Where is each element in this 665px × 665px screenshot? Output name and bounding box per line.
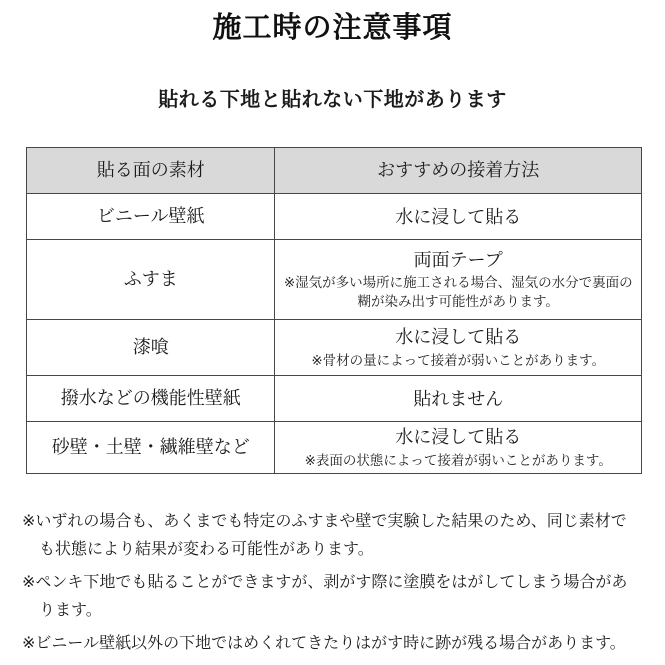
table-row-functional-wallpaper — [27, 376, 642, 422]
method-text: 水に浸して貼る — [395, 427, 522, 448]
footnotes-section — [22, 508, 642, 658]
column-header-method: おすすめの接着方法 — [275, 148, 642, 194]
method-note: ※表面の状態によって接着が弱いことがあります。 — [304, 452, 612, 468]
method-note: ※骨材の量によって接着が弱いことがあります。 — [311, 352, 606, 368]
table-row-fusuma — [27, 240, 642, 320]
method-cell — [275, 422, 642, 474]
method-cell — [275, 376, 642, 422]
footnote-paint-substrate: ※ペンキ下地でも貼ることができますが、剥がす際に塗膜をはがしてしまう場合があります。 — [22, 574, 628, 620]
table-row-sand-wall — [27, 422, 642, 474]
column-header-material: 貼る面の素材 — [27, 148, 275, 194]
method-text: 貼れません — [413, 388, 504, 409]
method-text: 両面テープ — [413, 249, 503, 270]
material-cell: 撥水などの機能性壁紙 — [27, 376, 275, 422]
footnote-general-disclaimer: ※いずれの場合も、あくまでも特定のふすまや壁で実験した結果のため、同じ素材でも状態により結果が変わる可能性があります。 — [22, 513, 627, 559]
method-text: 水に浸して貼る — [395, 327, 522, 348]
document-page — [0, 12, 665, 665]
method-cell — [275, 320, 642, 376]
page-title: 施工時の注意事項 — [212, 12, 453, 44]
method-cell — [275, 194, 642, 240]
table-row-vinyl-wallpaper — [27, 194, 642, 240]
page-subtitle: 貼れる下地と貼れない下地があります — [158, 89, 507, 112]
adhesion-guide-table — [26, 147, 642, 474]
method-text: 水に浸して貼る — [395, 206, 522, 227]
footnote-non-vinyl-substrate: ※ビニール壁紙以外の下地ではめくれてきたりはがす時に跡が残る場合があります。 — [22, 635, 626, 653]
method-cell — [275, 240, 642, 320]
material-cell: ふすま — [27, 240, 275, 320]
material-cell: 砂壁・土壁・繊維壁など — [27, 422, 275, 474]
table-header-row — [27, 148, 642, 194]
method-note: ※湿気が多い場所に施工される場合、湿気の水分で裏面の糊が染み出す可能性があります。 — [283, 274, 633, 310]
table-row-plaster — [27, 320, 642, 376]
material-cell: ビニール壁紙 — [27, 194, 275, 240]
material-cell: 漆喰 — [27, 320, 275, 376]
